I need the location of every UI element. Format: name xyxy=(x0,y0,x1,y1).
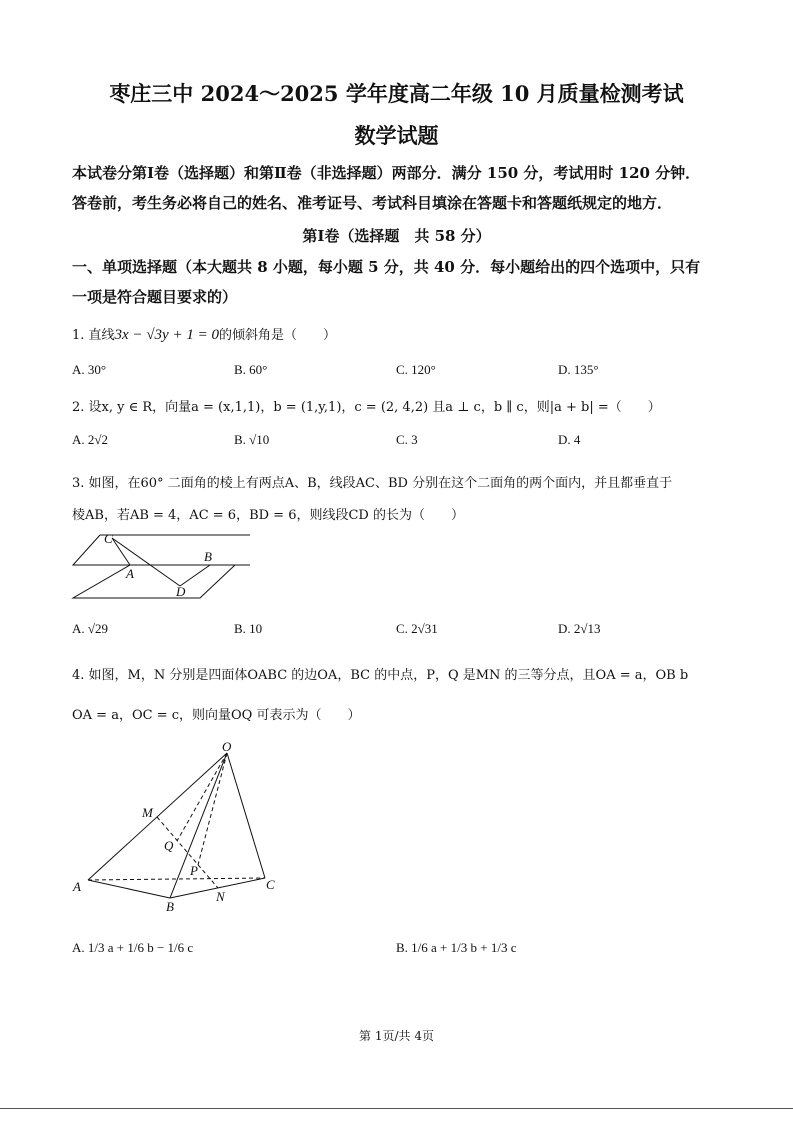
q2-option-a[interactable]: A. 2√2 xyxy=(72,432,109,447)
q3-stem-2: 棱AB，若AB = 4，AC = 6，BD = 6，则线段CD 的长为（ ） xyxy=(72,508,464,523)
section1-heading-2: 一项是符合题目要求的） xyxy=(72,288,238,306)
edge-oa xyxy=(88,753,227,880)
segment-cd xyxy=(112,538,180,586)
q1-option-b[interactable]: B. 60° xyxy=(234,362,268,377)
instruction-line-1: 本试卷分第Ⅰ卷（选择题）和第Ⅱ卷（非选择题）两部分．满分 150 分，考试用时 120 分钟． xyxy=(72,164,701,182)
edge-oc xyxy=(227,753,265,878)
part1-title: 第Ⅰ卷（选择题 共 58 分） xyxy=(302,227,491,245)
q3-option-b[interactable]: B. 10 xyxy=(234,621,263,636)
q1-stem xyxy=(72,324,336,344)
label-p: P xyxy=(190,863,198,878)
q2-option-d[interactable]: D. 4 xyxy=(558,432,581,447)
label-n: N xyxy=(216,889,225,904)
q1-tail: 的倾斜角是（ ） xyxy=(218,328,336,343)
vector-op xyxy=(198,753,227,865)
edge-ac-hidden xyxy=(88,878,265,880)
q4-stem-1: 4. 如图，M，N 分别是四面体OABC 的边OA，BC 的中点，P，Q 是MN 的三等分点，且OA = a，OB b xyxy=(72,668,689,683)
label-o: O xyxy=(222,739,232,754)
label-c: C xyxy=(104,531,113,546)
label-b: B xyxy=(166,899,174,914)
q4-option-a[interactable]: A. 1/3 a + 1/6 b − 1/6 c xyxy=(72,940,194,955)
label-q: Q xyxy=(164,838,174,853)
dihedral-angle-figure xyxy=(70,530,250,605)
segment-bd xyxy=(180,565,210,586)
q4-stem-2: OA = a，OC = c，则向量OQ 可表示为（ ） xyxy=(72,708,361,723)
tetrahedron-edges xyxy=(88,753,265,898)
instruction-line-2: 答卷前，考生务必将自己的姓名、准考证号、考试科目填涂在答题卡和答题纸规定的地方． xyxy=(72,194,673,212)
edge-ob xyxy=(170,753,227,898)
upper-plane-outline xyxy=(100,535,250,565)
q2-option-b[interactable]: B. √10 xyxy=(234,432,270,447)
exam-title: 枣庄三中 2024～2025 学年度高二年级 10 月质量检测考试 xyxy=(109,81,684,106)
q2-option-c[interactable]: C. 3 xyxy=(396,432,418,447)
label-a: A xyxy=(73,879,81,894)
segment-ac xyxy=(112,538,130,565)
label-b: B xyxy=(204,549,212,564)
label-c: C xyxy=(266,877,275,892)
q3-option-d[interactable]: D. 2√13 xyxy=(558,621,601,636)
q2-stem: 2. 设x, y ∈ R，向量a = (x,1,1)，b = (1,y,1)，c = (2, 4,2) 且a ⊥ c，b ∥ c，则|a + b| =（ ） xyxy=(72,400,661,415)
q1-option-a[interactable]: A. 30° xyxy=(72,362,107,377)
q4-option-b[interactable]: B. 1/6 a + 1/3 b + 1/3 c xyxy=(396,940,517,955)
label-d: D xyxy=(176,584,186,599)
page-footer: 第 1页/共 4页 xyxy=(359,1029,434,1043)
label-a: A xyxy=(126,566,134,581)
q1-option-c[interactable]: C. 120° xyxy=(396,362,436,377)
q3-option-a[interactable]: A. √29 xyxy=(72,621,109,636)
q3-option-c[interactable]: C. 2√31 xyxy=(396,621,438,636)
label-m: M xyxy=(142,805,153,820)
tetrahedron-figure xyxy=(70,735,285,915)
exam-subtitle: 数学试题 xyxy=(354,123,439,148)
section1-heading-1: 一、单项选择题（本大题共 8 小题，每小题 5 分，共 40 分．每小题给出的四个选项中，只有 xyxy=(72,258,701,276)
q3-stem-1: 3. 如图，在60° 二面角的棱上有两点A、B，线段AC、BD 分别在这个二面角的两个面内，并且都垂直于 xyxy=(72,476,673,491)
vector-oq xyxy=(177,753,227,841)
q1-option-d[interactable]: D. 135° xyxy=(558,362,599,377)
upper-plane-lower-edge xyxy=(73,535,250,565)
dihedral-planes xyxy=(73,535,250,598)
bottom-rule xyxy=(0,1108,793,1109)
edge-ab xyxy=(88,880,170,898)
q1-num: 1. 直线 xyxy=(72,328,115,343)
lower-plane-outline xyxy=(73,565,235,598)
q1-expr: 3x − √3y + 1 = 0 xyxy=(114,327,219,343)
